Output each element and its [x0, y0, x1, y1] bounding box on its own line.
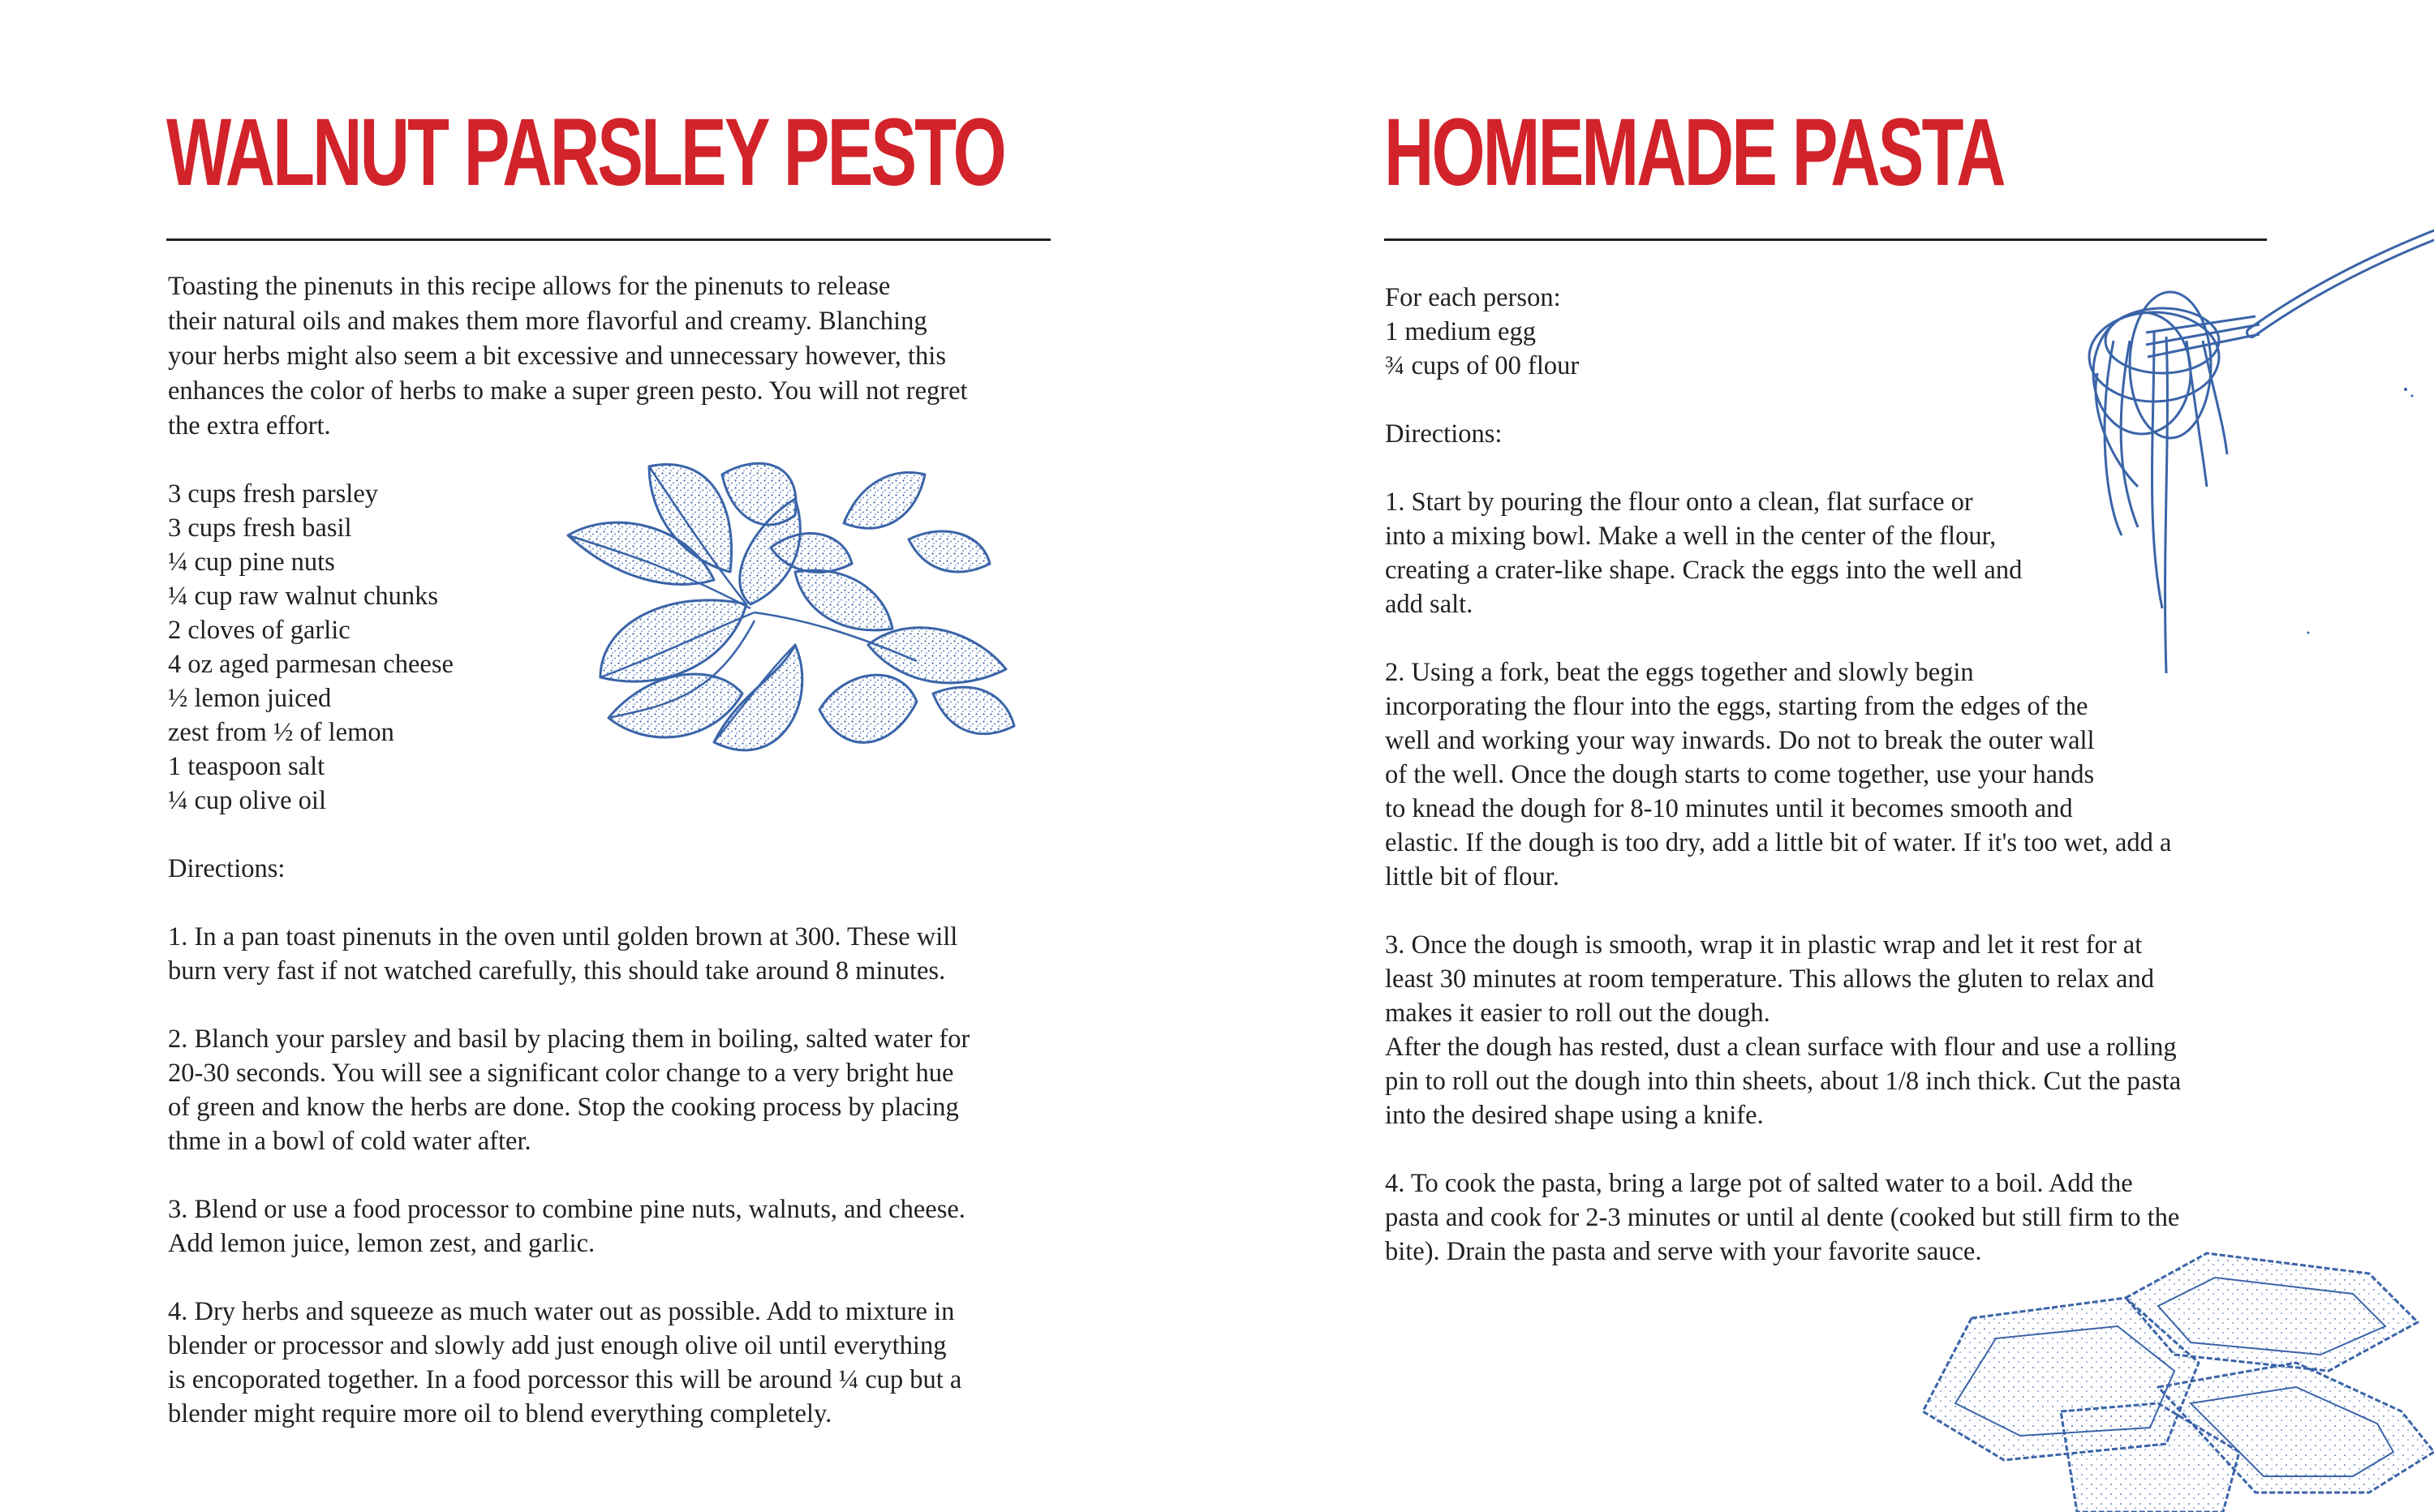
- pasta-body: [1385, 281, 2181, 1269]
- pesto-step-4: 4. Dry herbs and squeeze as much water out as possible. Add to mixture in: [168, 1297, 955, 1326]
- pasta-directions-label: Directions:: [1385, 419, 1503, 449]
- pasta-step-1: into a mixing bowl. Make a well in the center of the flour,: [1385, 522, 1997, 551]
- ingredient-item: zest from ½ of lemon: [168, 718, 394, 747]
- pasta-step-4: 4. To cook the pasta, bring a large pot of salted water to a boil. Add the: [1385, 1169, 2133, 1198]
- pesto-step-3: 3. Blend or use a food processor to combine pine nuts, walnuts, and cheese.: [168, 1195, 965, 1224]
- pesto-step-3: Add lemon juice, lemon zest, and garlic.: [168, 1229, 596, 1258]
- ingredient-item: ¼ cup olive oil: [168, 786, 326, 815]
- pasta-title: HOMEMADE PASTA: [1384, 99, 2004, 206]
- pasta-step-2: elastic. If the dough is too dry, add a little bit of water. If it's too wet, add a: [1385, 828, 2172, 857]
- ingredient-item: 1 teaspoon salt: [168, 752, 325, 781]
- pesto-step-4: blender might require more oil to blend everything completely.: [168, 1399, 832, 1428]
- pesto-step-1: 1. In a pan toast pinenuts in the oven until golden brown at 300. These will: [168, 922, 958, 951]
- pasta-step-4: bite). Drain the pasta and serve with your favorite sauce.: [1385, 1237, 1982, 1266]
- intro-line: enhances the color of herbs to make a super green pesto. You will not regret: [168, 376, 968, 406]
- pasta-step-3: pin to roll out the dough into thin sheets, about 1/8 inch thick. Cut the pasta: [1385, 1067, 2182, 1096]
- ingredient-item: 4 oz aged parmesan cheese: [168, 650, 454, 679]
- pasta-step-3: least 30 minutes at room temperature. This allows the gluten to relax and: [1385, 964, 2154, 994]
- pasta-ingredient: ¾ cups of 00 flour: [1385, 351, 1580, 380]
- pesto-step-2: thme in a bowl of cold water after.: [168, 1127, 531, 1156]
- pesto-directions-label: Directions:: [168, 854, 286, 883]
- ingredient-item: 3 cups fresh parsley: [168, 479, 379, 509]
- pasta-step-2: incorporating the flour into the eggs, starting from the edges of the: [1385, 692, 2088, 721]
- pesto-title: WALNUT PARSLEY PESTO: [166, 99, 1004, 206]
- pasta-step-1: creating a crater-like shape. Crack the eggs into the well and: [1385, 556, 2023, 585]
- pasta-step-1: 1. Start by pouring the flour onto a clean, flat surface or: [1385, 488, 1973, 517]
- ingredient-item: 3 cups fresh basil: [168, 513, 352, 543]
- intro-line: the extra effort.: [168, 411, 331, 440]
- pesto-intro: [168, 269, 968, 444]
- ingredient-item: ¼ cup raw walnut chunks: [168, 582, 439, 611]
- pasta-step-2: little bit of flour.: [1385, 862, 1559, 891]
- intro-line: your herbs might also seem a bit excessive and unnecessary however, this: [168, 341, 946, 371]
- pasta-ingredient: 1 medium egg: [1385, 317, 1536, 346]
- ingredient-item: 2 cloves of garlic: [168, 616, 350, 645]
- pesto-step-4: blender or processor and slowly add just enough olive oil until everything: [168, 1331, 947, 1360]
- pasta-step-2: well and working your way inwards. Do not to break the outer wall: [1385, 726, 2095, 755]
- pasta-step-4: pasta and cook for 2-3 minutes or until al dente (cooked but still firm to the: [1385, 1203, 2180, 1232]
- ingredient-item: ¼ cup pine nuts: [168, 548, 335, 577]
- intro-line: Toasting the pinenuts in this recipe allows for the pinenuts to release: [168, 272, 891, 301]
- ravioli-illustration: [1915, 1249, 2434, 1512]
- pasta-for-each: For each person:: [1385, 283, 1561, 312]
- pasta-step-2: of the well. Once the dough starts to come together, use your hands: [1385, 760, 2095, 789]
- pesto-step-2: 20-30 seconds. You will see a significant color change to a very bright hue: [168, 1059, 954, 1088]
- intro-line: their natural oils and makes them more flavorful and creamy. Blanching: [168, 307, 927, 336]
- pasta-step-3: After the dough has rested, dust a clean surface with flour and use a rolling: [1385, 1033, 2177, 1062]
- pesto-step-2: of green and know the herbs are done. Stop the cooking process by placing: [168, 1093, 959, 1122]
- pasta-step-2: to knead the dough for 8-10 minutes until it becomes smooth and: [1385, 794, 2073, 823]
- pesto-title-rule: [166, 238, 1051, 241]
- pesto-step-1: burn very fast if not watched carefully, this should take around 8 minutes.: [168, 956, 946, 986]
- pasta-step-2: 2. Using a fork, beat the eggs together and slowly begin: [1385, 658, 1974, 687]
- basil-leaves-illustration: [552, 450, 1055, 823]
- fork-spaghetti-illustration: [2065, 219, 2434, 673]
- pesto-step-2: 2. Blanch your parsley and basil by placing them in boiling, salted water for: [168, 1024, 970, 1054]
- pesto-step-4: is encoporated together. In a food porcessor this will be around ¼ cup but a: [168, 1365, 962, 1394]
- pasta-step-1: add salt.: [1385, 590, 1473, 619]
- pasta-step-3: makes it easier to roll out the dough.: [1385, 999, 1770, 1028]
- pasta-step-3: into the desired shape using a knife.: [1385, 1101, 1764, 1130]
- ingredient-item: ½ lemon juiced: [168, 684, 332, 713]
- pasta-step-3: 3. Once the dough is smooth, wrap it in plastic wrap and let it rest for at: [1385, 930, 2143, 960]
